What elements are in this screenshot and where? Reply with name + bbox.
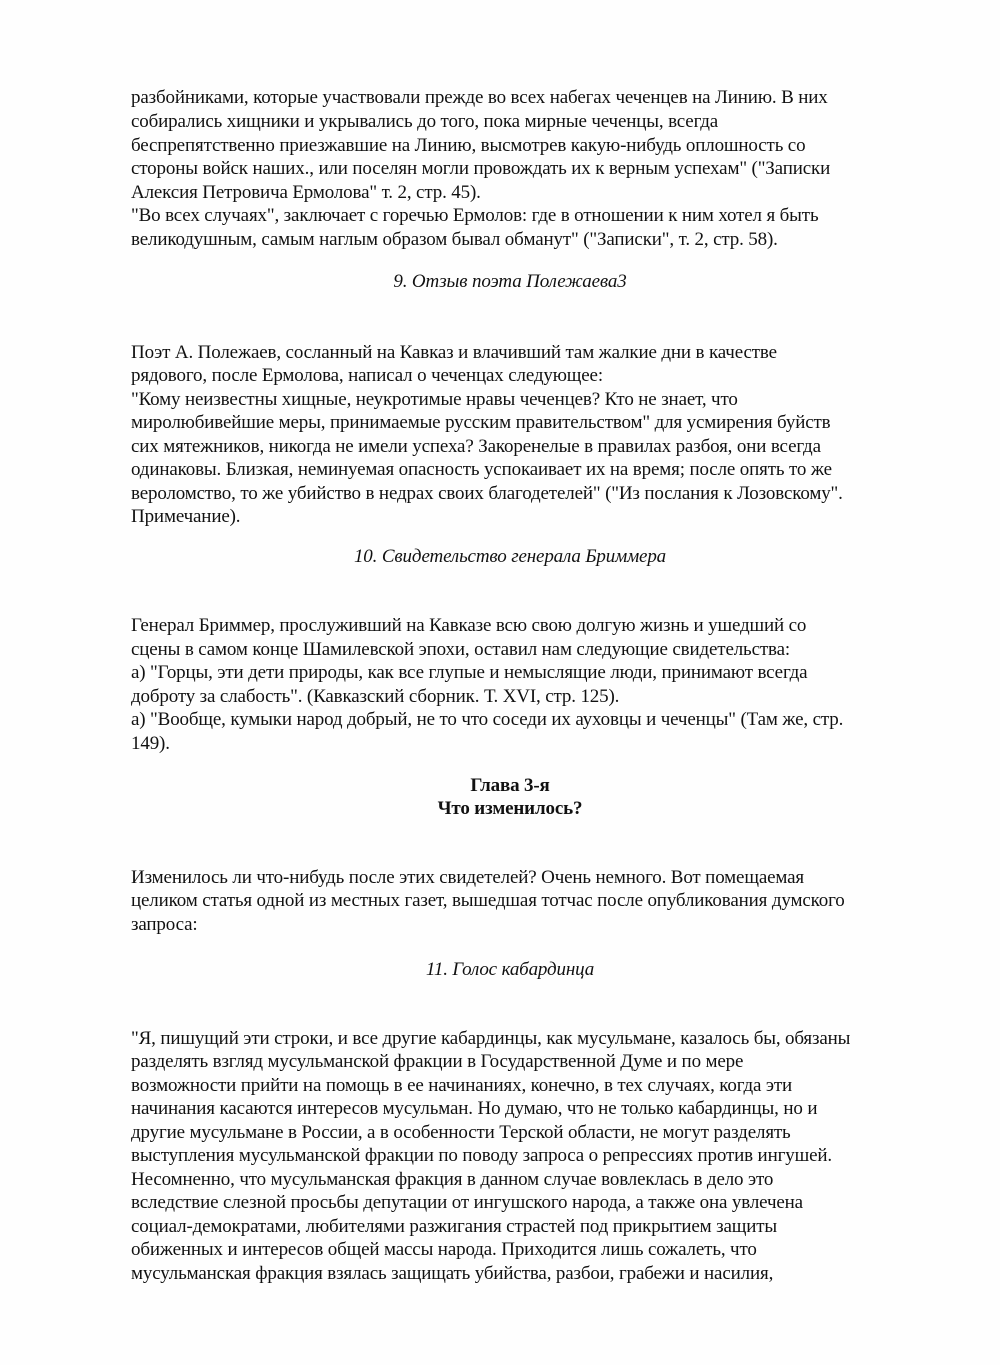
text-line: мусульманская фракция взялась защищать убийства, разбои, грабежи и насилия, (131, 1263, 774, 1284)
text-line: запроса: (131, 914, 198, 935)
text-line: одинаковы. Близкая, неминуемая опасность успокаивает их на время; после опять то же (131, 459, 832, 480)
text-line: собирались хищники и укрывались до того, пока мирные чеченцы, всегда (131, 111, 719, 132)
text-line: обиженных и интересов общей массы народа. Приходится лишь сожалеть, что (131, 1239, 757, 1260)
text-line: Несомненно, что мусульманская фракция в данном случае вовлеклась в дело это (131, 1169, 774, 1190)
text-line: начинания касаются интересов мусульман. Но думаю, что не только кабардинцы, но и (131, 1098, 818, 1119)
text-line: "Кому неизвестны хищные, неукротимые нравы чеченцев? Кто не знает, что (131, 389, 738, 410)
text-line: сцены в самом конце Шамилевской эпохи, оставил нам следующие свидетельства: (131, 639, 790, 660)
text-line: миролюбивейшие меры, принимаемые русским правительством" для усмирения буйств (131, 412, 831, 433)
text-line: "Я, пишущий эти строки, и все другие кабардинцы, как мусульмане, казалось бы, обязаны (131, 1028, 851, 1049)
text-line: а) "Горцы, эти дети природы, как все глупые и немыслящие люди, принимают всегда (131, 662, 808, 683)
chapter-title: Глава 3-я (470, 775, 550, 796)
text-line: социал-демократами, любителями разжигания страстей под прикрытием защиты (131, 1216, 778, 1237)
text-line: а) "Вообще, кумыки народ добрый, не то что соседи их ауховцы и чеченцы" (Там же, стр. (131, 709, 844, 730)
text-line: 149). (131, 733, 170, 754)
section-heading-11: 11. Голос кабардинца (425, 959, 595, 980)
text-line: Поэт А. Полежаев, сосланный на Кавказ и влачивший там жалкие дни в качестве (131, 342, 777, 363)
text-line: беспрепятственно приезжавшие на Линию, высмотрев какую-нибудь оплошность со (131, 135, 806, 156)
text-line: вероломство, то же убийство в недрах своих благодетелей" ("Из послания к Лозовскому". (131, 483, 843, 504)
text-line: Примечание). (131, 506, 241, 527)
text-line: стороны войск наших., или поселян могли провождать их к верным успехам" ("Записки (131, 158, 831, 179)
text-line: сих мятежников, никогда не имели успеха? Закоренелые в правилах разбоя, они всегда (131, 436, 821, 457)
text-line: великодушным, самым наглым образом бывал обманут" ("Записки", т. 2, стр. 58). (131, 229, 778, 250)
text-line: рядового, после Ермолова, написал о чеченцах следующее: (131, 365, 603, 386)
chapter-subtitle: Что изменилось? (437, 798, 583, 819)
text-line: разделять взгляд мусульманской фракции в Государственной Думе и по мере (131, 1051, 744, 1072)
text-line: выступления мусульманской фракции по поводу запроса о репрессиях против ингушей. (131, 1145, 832, 1166)
section-heading-10: 10. Свидетельство генерала Бриммера (353, 546, 667, 567)
text-line: Алексия Петровича Ермолова" т. 2, стр. 45). (131, 182, 481, 203)
text-line: другие мусульмане в России, а в особенности Терской области, не могут разделять (131, 1122, 791, 1143)
text-line: разбойниками, которые участвовали прежде во всех набегах чеченцев на Линию. В них (131, 87, 828, 108)
section-heading-9: 9. Отзыв поэта Полежаева3 (393, 271, 627, 292)
text-line: возможности прийти на помощь в ее начинаниях, конечно, в тех случаях, когда эти (131, 1075, 793, 1096)
text-line: Генерал Бриммер, прослуживший на Кавказе всю свою долгую жизнь и ушедший со (131, 615, 807, 636)
text-line: целиком статья одной из местных газет, вышедшая тотчас после опубликования думского (131, 890, 845, 911)
text-line: "Во всех случаях", заключает с горечью Ермолов: где в отношении к ним хотел я быть (131, 205, 819, 226)
text-line: вследствие слезной просьбы депутации от ингушского народа, а также она увлечена (131, 1192, 803, 1213)
text-line: Изменилось ли что-нибудь после этих свидетелей? Очень немного. Вот помещаемая (131, 867, 804, 888)
text-line: доброту за слабость". (Кавказский сборник. Т. XVI, стр. 125). (131, 686, 620, 707)
